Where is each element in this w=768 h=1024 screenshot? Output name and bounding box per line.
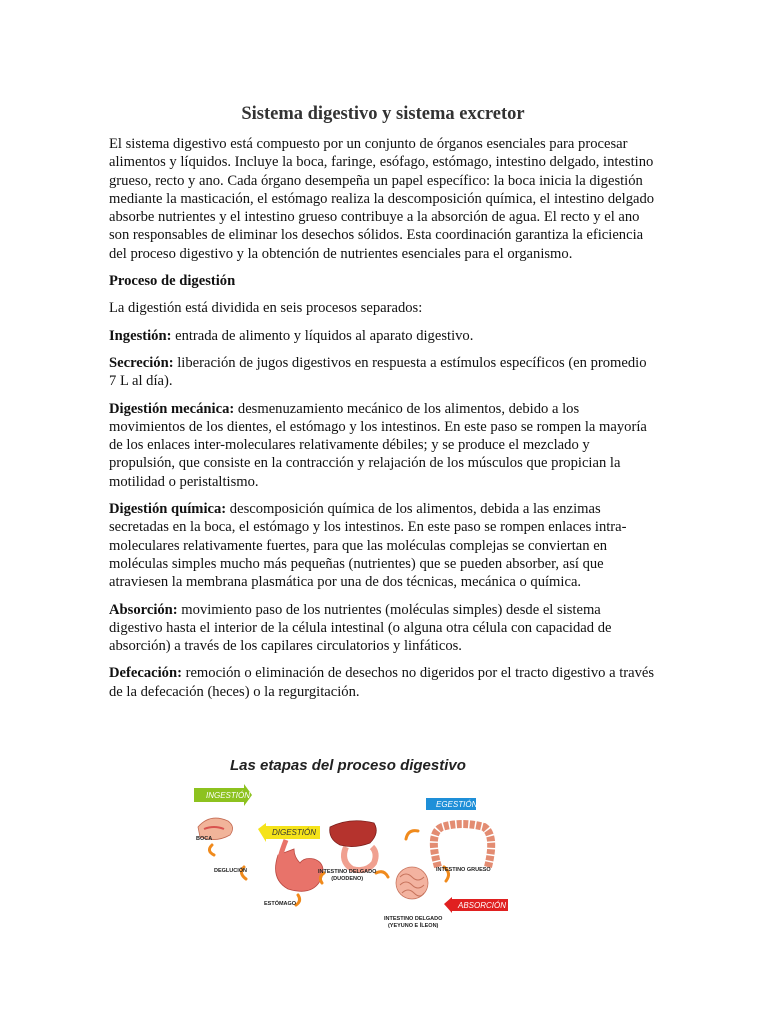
step-digestion-quimica bbox=[109, 500, 657, 591]
step-secrecion bbox=[109, 354, 657, 391]
label-boca: BOCA bbox=[196, 836, 213, 842]
flow-arrow bbox=[296, 895, 300, 905]
tag-egestion: EGESTIÓN bbox=[436, 800, 478, 809]
intro-paragraph: El sistema digestivo está compuesto por un conjunto de órganos esenciales para procesar alimentos y líquidos. Incluye la boca, faringe, esófago, estómago, intestino delgado, intestino grueso, recto y ano. Cada órgano desempeña un papel específico: la boca inicia la digestión mediante la masticación, el estómago realiza la descomposición química, el intestino delgado absorbe nutrientes y el intestino grueso contribuye a la absorción de agua. El recto y el ano son responsables de eliminar los desechos sólidos. Esta coordinación garantiza la eficiencia del proceso digestivo y la obtención de nutrientes esenciales para el organismo. bbox=[109, 136, 655, 262]
step-text: movimiento paso de los nutrientes (moléculas simples) desde el sistema digestivo hasta el interior de la célula intestinal (o alguna otra célula con capacidad de absorción) a través de los capilares circulatorios y linfáticos. bbox=[109, 601, 612, 655]
step-term: Digestión química: bbox=[109, 501, 227, 518]
label-duodeno: INTESTINO DELGADO (DUODENO) bbox=[318, 869, 377, 882]
step-text: descomposición química de los alimentos, debida a las enzimas secretadas en la boca, el estómago y los intestinos. En este paso se rompen enlaces intra-moleculares relativamente fuertes, para que las moléculas complejas se conviertan en moléculas simples mucho más pequeñas (nutrientes) que se pueden absorber, así que atraviesen la membrana plasmática por una de dos técnicas, mecánica o química. bbox=[109, 501, 627, 591]
section-intro: La digestión está dividida en seis procesos separados: bbox=[109, 300, 423, 317]
step-term: Ingestión: bbox=[109, 327, 172, 344]
step-text: liberación de jugos digestivos en respuesta a estímulos específicos (en promedio 7 L al día). bbox=[109, 354, 647, 390]
section-heading: Proceso de digestión bbox=[109, 273, 236, 290]
label-intestino-grueso: INTESTINO GRUESO bbox=[436, 867, 491, 873]
label-estomago: ESTÓMAGO bbox=[264, 901, 297, 907]
flow-arrow bbox=[406, 831, 418, 839]
tag-digestion: DIGESTIÓN bbox=[272, 828, 317, 837]
liver-illustration bbox=[330, 821, 377, 847]
large-intestine-illustration bbox=[434, 824, 491, 867]
step-term: Absorción: bbox=[109, 601, 178, 618]
label-yeyuno: INTESTINO DELGADO (YEYUNO E ÍLEON) bbox=[384, 916, 443, 929]
figure-title: Las etapas del proceso digestivo bbox=[230, 757, 466, 774]
small-intestine-illustration bbox=[396, 867, 428, 899]
step-text: desmenuzamiento mecánico de los alimentos, debido a los movimientos de los dientes, el estómago y los intestinos. En este paso se rompen la mayoría de los enlaces inter-moleculares relativamente débiles; y se produce el mezclado y propulsión, que consiste en la contracción y relajación de los músculos que propician la motilidad o peristaltismo. bbox=[109, 400, 647, 490]
step-term: Secreción: bbox=[109, 354, 174, 371]
flow-arrow bbox=[209, 845, 214, 855]
step-text: entrada de alimento y líquidos al aparato digestivo. bbox=[171, 327, 474, 344]
step-digestion-mecanica bbox=[109, 400, 657, 491]
step-ingestion bbox=[109, 327, 657, 345]
digestive-stages-figure bbox=[190, 755, 520, 935]
duodenum-illustration bbox=[344, 847, 376, 870]
document-body bbox=[109, 104, 657, 710]
tag-ingestion: INGESTIÓN bbox=[206, 791, 251, 800]
tag-absorcion: ABSORCIÓN bbox=[458, 901, 507, 910]
step-term: Digestión mecánica: bbox=[109, 400, 235, 417]
label-deglucion: DEGLUCIÓN bbox=[214, 868, 247, 874]
document-title: Sistema digestivo y sistema excretor bbox=[241, 104, 525, 124]
step-absorcion bbox=[109, 601, 657, 656]
flow-arrow bbox=[376, 872, 388, 877]
step-defecacion bbox=[109, 664, 657, 701]
step-text: remoción o eliminación de desechos no digeridos por el tracto digestivo a través de la defecación (heces) o la regurgitación. bbox=[109, 665, 655, 700]
step-term: Defecación: bbox=[109, 665, 182, 682]
